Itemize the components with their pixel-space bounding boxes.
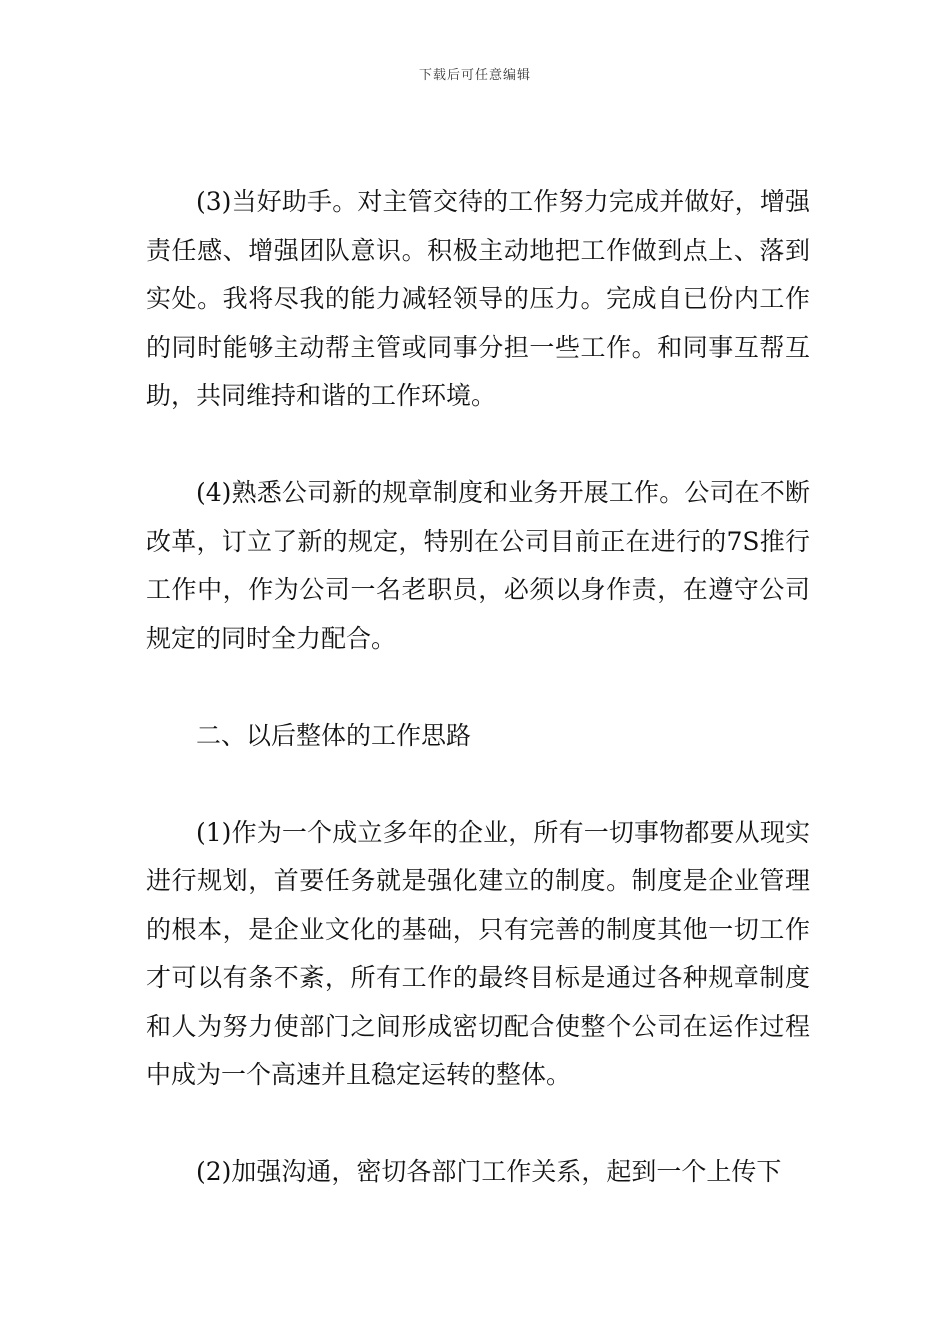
document-body (146, 178, 810, 1197)
paragraph-assistant-role: (3)当好助手。对主管交待的工作努力完成并做好，增强责任感、增强团队意识。积极主动地把工作做到点上、落到实处。我将尽我的能力减轻领导的压力。完成自已份内工作的同时能够主动帮主管或同事分担一些工作。和同事互帮互助，共同维持和谐的工作环境。 (146, 187, 810, 410)
page-header: 下载后可任意编辑 (418, 68, 531, 83)
paragraph-company-rules: (4)熟悉公司新的规章制度和业务开展工作。公司在不断改革，订立了新的规定，特别在公司目前正在进行的7S推行工作中，作为公司一名老职员，必须以身作责，在遵守公司规定的同时全力配合。 (146, 478, 810, 653)
paragraph-communication: (2)加强沟通，密切各部门工作关系，起到一个上传下 (196, 1157, 782, 1186)
section-heading-work-plan: 二、以后整体的工作思路 (196, 720, 472, 750)
paragraph-system-building: (1)作为一个成立多年的企业，所有一切事物都要从现实进行规划，首要任务就是强化建立的制度。制度是企业管理的根本，是企业文化的基础，只有完善的制度其他一切工作才可以有条不紊，所有工作的最终目标是通过各种规章制度和人为努力使部门之间形成密切配合使整个公司在运作过程中成为一个高速并且稳定运转的整体。 (146, 817, 810, 1089)
